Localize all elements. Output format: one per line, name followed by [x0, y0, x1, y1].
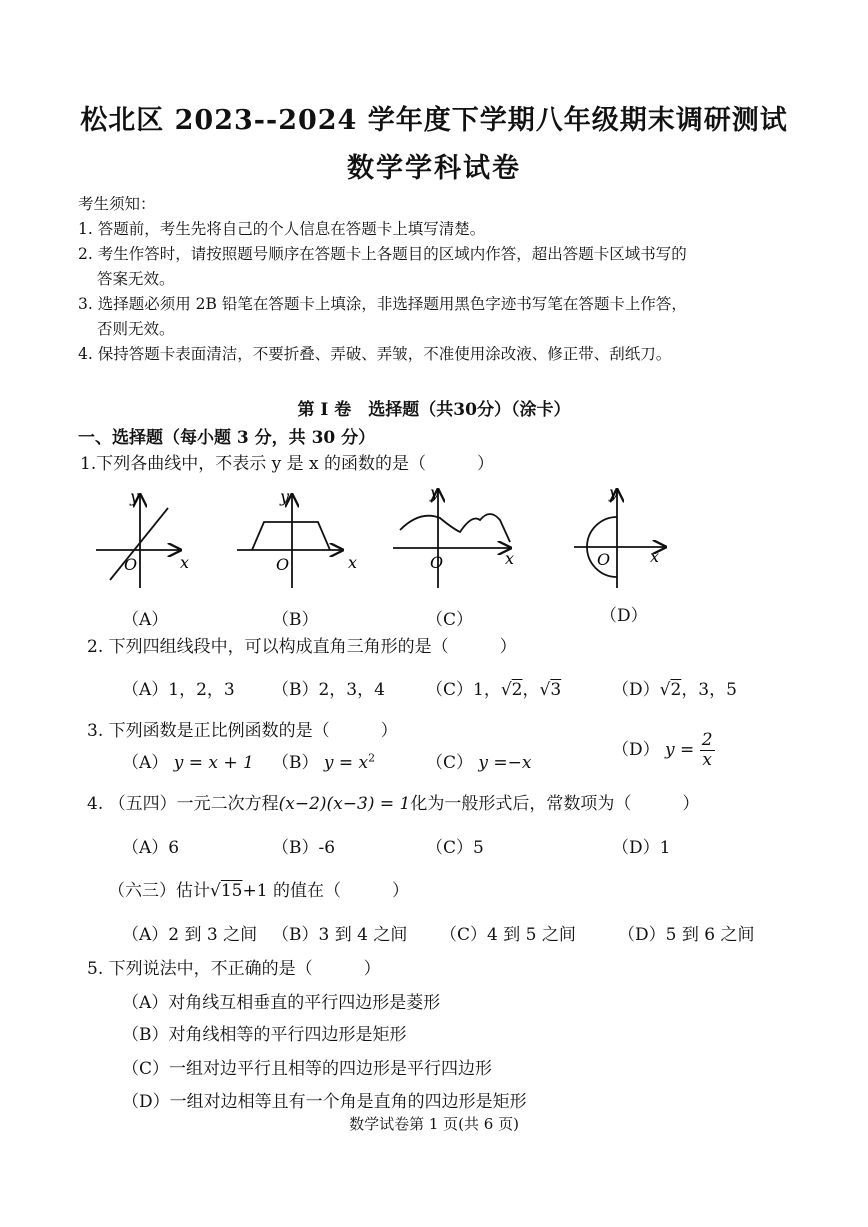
origin-label: O	[597, 550, 611, 569]
graph-a	[96, 487, 189, 588]
axis-y-label: y	[609, 483, 619, 502]
notice-item: 3. 选择题必须用 2B 铅笔在答题卡上填涂，非选择题用黑色字迹书写笔在答题卡上作答，	[78, 295, 687, 313]
notice-item: 否则无效。	[97, 320, 175, 338]
graph-d	[574, 483, 665, 588]
q1-option-d: （D）	[600, 606, 648, 626]
sqrt-icon: √	[500, 680, 512, 700]
q3-c-expr: y =−x	[478, 753, 532, 773]
fraction-denominator: x	[702, 750, 712, 770]
q4b-stem-a: （六三）估计	[108, 881, 210, 901]
q5-option-b: （B）对角线相等的平行四边形是矩形	[122, 1025, 407, 1045]
question-4-stem	[87, 789, 699, 814]
notice-item: 4. 保持答题卡表面清洁，不要折叠、弄破、弄皱，不准使用涂改液、修正带、刮纸刀。	[78, 345, 672, 363]
axis-x-label: x	[180, 553, 190, 572]
q1-option-a: （A）	[122, 610, 169, 630]
question-2-stem: 2. 下列四组线段中，可以构成直角三角形的是（ ）	[87, 637, 517, 657]
q4b-stem-b: +1 的值在（ ）	[242, 881, 409, 901]
axis-x-label: x	[650, 547, 660, 566]
question-5-stem: 5. 下列说法中，不正确的是（ ）	[87, 959, 381, 979]
graph-b	[237, 487, 357, 588]
q3-b-label: （B）	[272, 753, 319, 773]
q4b-root: 15	[220, 881, 243, 901]
q2-option-b: （B）2，3，4	[272, 680, 385, 700]
q4-equation: (x−2)(x−3) = 1	[278, 794, 411, 814]
q4-option-b: （B）-6	[272, 838, 336, 858]
q2-d-prefix: （D）	[612, 680, 660, 700]
q2-c-prefix: （C）1，	[426, 680, 501, 700]
q1-graphs	[80, 480, 780, 600]
q5-option-c: （C）一组对边平行且相等的四边形是平行四边形	[122, 1059, 493, 1079]
q2-c-sep: ，	[522, 680, 540, 700]
section-title: 第 I 卷 选择题（共30分）（涂卡）	[297, 400, 571, 420]
q3-b-expr: y = x	[323, 753, 369, 773]
q4b-option-b: （B）3 到 4 之间	[272, 925, 408, 945]
q3-a-expr: y = x + 1	[173, 753, 254, 773]
notice-item: 答案无效。	[97, 270, 175, 288]
q2-d-root: 2	[670, 680, 682, 700]
q2-option-c	[426, 675, 561, 700]
q2-c-root1: 2	[511, 680, 523, 700]
sqrt-icon: √	[659, 680, 671, 700]
q3-a-label: （A）	[122, 753, 169, 773]
axis-y-label: y	[280, 487, 290, 506]
q5-option-d: （D）一组对边相等且有一个角是直角的四边形是矩形	[122, 1092, 527, 1112]
axis-y-label: y	[130, 487, 140, 506]
sqrt-icon: √	[539, 680, 551, 700]
q1-option-b: （B）	[272, 610, 319, 630]
graph-c	[393, 483, 514, 588]
q4-stem-b: 化为一般形式后，常数项为（ ）	[410, 794, 700, 814]
axis-x-label: x	[348, 553, 358, 572]
q5-option-a: （A）对角线互相垂直的平行四边形是菱形	[122, 993, 441, 1013]
question-3-stem: 3. 下列函数是正比例函数的是（ ）	[87, 721, 398, 741]
exam-subtitle: 数学学科试卷	[347, 153, 521, 184]
question-1-stem: 1.下列各曲线中，不表示 y 是 x 的函数的是（ ）	[80, 454, 495, 474]
origin-label: O	[430, 553, 444, 572]
q4-stem-a: 4. （五四）一元二次方程	[87, 794, 279, 814]
q3-d-fraction	[700, 732, 715, 769]
notice-item: 1. 答题前，考生先将自己的个人信息在答题卡上填写清楚。	[78, 220, 486, 238]
q3-option-d	[612, 732, 715, 769]
q4b-option-d: （D）5 到 6 之间	[618, 925, 755, 945]
q4-option-d: （D）1	[612, 838, 671, 858]
q3-c-label: （C）	[426, 753, 474, 773]
notice-item: 2. 考生作答时，请按照题号顺序在答题卡上各题目的区域内作答，超出答题卡区域书写的	[78, 245, 687, 263]
q4b-option-c: （C）4 到 5 之间	[440, 925, 576, 945]
q4b-option-a: （A）2 到 3 之间	[122, 925, 258, 945]
axis-x-label: x	[505, 549, 515, 568]
q3-b-exponent: 2	[368, 751, 376, 765]
q3-d-lhs: y =	[665, 740, 695, 760]
q3-option-a	[122, 748, 254, 773]
q2-c-root2: 3	[550, 680, 562, 700]
q3-option-b	[272, 748, 375, 773]
page-footer: 数学试卷第 1 页(共 6 页)	[349, 1115, 519, 1133]
q4-option-a: （A）6	[122, 838, 180, 858]
part-title: 一、选择题（每小题 3 分，共 30 分）	[78, 428, 376, 448]
fraction-numerator: 2	[701, 730, 713, 750]
exam-title: 松北区 2023--2024 学年度下学期八年级期末调研测试	[80, 105, 788, 136]
origin-label: O	[276, 555, 290, 574]
q2-option-d	[612, 675, 737, 700]
sqrt-icon: √	[210, 881, 221, 901]
q2-option-a: （A）1，2，3	[122, 680, 235, 700]
q3-option-c	[426, 748, 532, 773]
question-4b-stem	[108, 876, 409, 901]
q1-option-c: （C）	[426, 610, 474, 630]
origin-label: O	[124, 555, 138, 574]
q3-d-label: （D）	[612, 740, 660, 760]
q2-d-suffix: ，3，5	[681, 680, 737, 700]
notice-heading: 考生须知：	[78, 195, 156, 213]
q4-option-c: （C）5	[426, 838, 484, 858]
axis-y-label: y	[430, 483, 440, 502]
